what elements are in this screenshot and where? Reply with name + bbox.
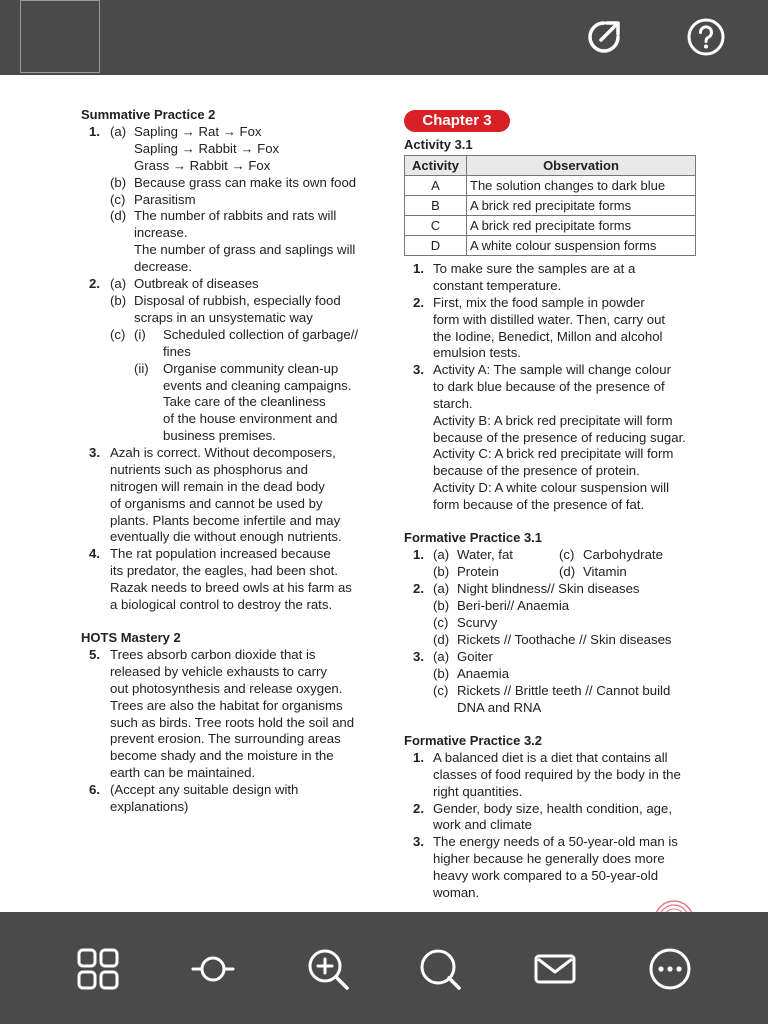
act-q3-line: to dark blue because of the presence of bbox=[433, 379, 665, 394]
q3-line: Azah is correct. Without decomposers, bbox=[110, 445, 336, 460]
fp31-q1c-label: (c) bbox=[559, 547, 575, 562]
q1d-label: (d) bbox=[110, 208, 127, 223]
table-header-row bbox=[405, 156, 696, 176]
document-page bbox=[0, 75, 768, 912]
fp31-q1b-text: Protein bbox=[457, 564, 499, 579]
q2a-label: (a) bbox=[110, 276, 127, 291]
q5-number: 5. bbox=[89, 647, 100, 662]
formative-practice-3-1-title: Formative Practice 3.1 bbox=[404, 530, 543, 545]
food-chain-2: Sapling → Rabbit → Fox bbox=[134, 141, 280, 156]
food-chain-1: Sapling → Rat → Fox bbox=[134, 124, 262, 139]
q2ci-text: Scheduled collection of garbage// bbox=[163, 327, 359, 342]
pan-icon[interactable] bbox=[191, 947, 235, 991]
act-q3-line: Activity B: A brick red precipitate will form bbox=[433, 413, 673, 428]
food-chain-3: Grass → Rabbit → Fox bbox=[134, 158, 271, 173]
q1-number: 1. bbox=[89, 124, 100, 139]
act-q1-line: To make sure the samples are at a bbox=[433, 261, 636, 276]
q2ci-label: (i) bbox=[134, 327, 146, 342]
fp31-q1a-text: Water, fat bbox=[457, 547, 513, 562]
observation-table bbox=[404, 155, 696, 256]
q1d-text: The number of grass and saplings will bbox=[134, 242, 356, 257]
mail-icon[interactable] bbox=[533, 947, 577, 991]
q1c-label: (c) bbox=[110, 192, 126, 207]
table-row bbox=[405, 236, 696, 256]
act-q3-line: form because of the presence of fat. bbox=[433, 497, 645, 512]
formative-practice-3-2-title: Formative Practice 3.2 bbox=[404, 733, 543, 748]
q1d-text: The number of rabbits and rats will bbox=[134, 208, 337, 223]
page-stamp-icon bbox=[654, 898, 694, 912]
table-row bbox=[405, 176, 696, 196]
help-icon[interactable] bbox=[686, 17, 726, 57]
act-q3-line: starch. bbox=[433, 396, 473, 411]
q3-line: nutrients such as phosphorus and bbox=[110, 462, 308, 477]
q1b-text: Because grass can make its own food bbox=[134, 175, 357, 190]
fp32-q2-number: 2. bbox=[413, 801, 424, 816]
chapter-badge: Chapter 3 bbox=[404, 110, 510, 132]
q3-line: of organisms and cannot be used by bbox=[110, 496, 323, 511]
fp32-q3-line: The energy needs of a 50-year-old man is bbox=[433, 834, 678, 849]
fp32-q3-number: 3. bbox=[413, 834, 424, 849]
fp31-q2b-label: (b) bbox=[433, 598, 450, 613]
q3-line: eventually die without enough nutrients. bbox=[110, 529, 342, 544]
fp32-q1-line: right quantities. bbox=[433, 784, 523, 799]
search-icon[interactable] bbox=[418, 947, 462, 991]
table-cell: C bbox=[405, 216, 467, 236]
share-icon[interactable] bbox=[584, 17, 624, 57]
fp31-q2-number: 2. bbox=[413, 581, 424, 596]
table-cell: The solution changes to dark blue bbox=[467, 176, 696, 196]
q3-number: 3. bbox=[89, 445, 100, 460]
fp31-q2b-text: Beri-beri// Anaemia bbox=[457, 598, 570, 613]
act-q3-line: Activity D: A white colour suspension will bbox=[433, 480, 670, 495]
fp31-q3a-label: (a) bbox=[433, 649, 450, 664]
q4-line: The rat population increased because bbox=[110, 546, 331, 561]
act-q3-line: Activity C: A brick red precipitate will form bbox=[433, 446, 674, 461]
table-cell: D bbox=[405, 236, 467, 256]
q2a-text: Outbreak of diseases bbox=[134, 276, 259, 291]
fp31-q3c-text: DNA and RNA bbox=[457, 700, 542, 715]
fp32-q1-line: A balanced diet is a diet that contains all bbox=[433, 750, 668, 765]
fp32-q3-line: higher because he generally does more bbox=[433, 851, 665, 866]
q1c-text: Parasitism bbox=[134, 192, 196, 207]
fp31-q2a-text: Night blindness// Skin diseases bbox=[457, 581, 640, 596]
summative-practice-title: Summative Practice 2 bbox=[81, 107, 216, 122]
table-cell: B bbox=[405, 196, 467, 216]
table-row bbox=[405, 216, 696, 236]
fp31-q3c-label: (c) bbox=[433, 683, 449, 698]
fp31-q1b-label: (b) bbox=[433, 564, 450, 579]
q6-number: 6. bbox=[89, 782, 100, 797]
fp31-q2d-label: (d) bbox=[433, 632, 450, 647]
q5-line: out photosynthesis and release oxygen. bbox=[110, 681, 343, 696]
fp31-q1a-label: (a) bbox=[433, 547, 450, 562]
fp32-q3-line: woman. bbox=[433, 885, 480, 900]
fp31-q2c-label: (c) bbox=[433, 615, 449, 630]
q4-line: its predator, the eagles, had been shot. bbox=[110, 563, 339, 578]
table-row bbox=[405, 196, 696, 216]
act-q1-line: constant temperature. bbox=[433, 278, 562, 293]
fp31-q3c-text: Rickets // Brittle teeth // Cannot build bbox=[457, 683, 671, 698]
table-cell: A brick red precipitate forms bbox=[467, 216, 696, 236]
q2cii-text: Organise community clean-up bbox=[163, 361, 339, 376]
act-q3-line: because of the presence of reducing sugar. bbox=[433, 430, 686, 445]
q4-number: 4. bbox=[89, 546, 100, 561]
q5-line: prevent erosion. The surrounding areas bbox=[110, 731, 341, 746]
hots-mastery-title: HOTS Mastery 2 bbox=[81, 630, 181, 645]
fp31-q1d-text: Vitamin bbox=[583, 564, 627, 579]
table-cell: A white colour suspension forms bbox=[467, 236, 696, 256]
q4-line: Razak needs to breed owls at his farm as bbox=[110, 580, 352, 595]
q5-line: such as birds. Tree roots hold the soil and bbox=[110, 715, 355, 730]
act-q2-number: 2. bbox=[413, 295, 424, 310]
zoom-in-icon[interactable] bbox=[306, 947, 350, 991]
q2b-text: Disposal of rubbish, especially food bbox=[134, 293, 341, 308]
q2cii-text: of the house environment and bbox=[163, 411, 338, 426]
page-thumbnail[interactable] bbox=[20, 0, 100, 73]
act-q3-number: 3. bbox=[413, 362, 424, 377]
fp31-q1-number: 1. bbox=[413, 547, 424, 562]
q6-line: explanations) bbox=[110, 799, 189, 814]
act-q2-line: emulsion tests. bbox=[433, 345, 521, 360]
fp31-q3b-label: (b) bbox=[433, 666, 450, 681]
q1b-label: (b) bbox=[110, 175, 127, 190]
q1a-label: (a) bbox=[110, 124, 127, 139]
act-q2-line: the Iodine, Benedict, Millon and alcohol bbox=[433, 329, 663, 344]
q3-line: plants. Plants become infertile and may bbox=[110, 513, 341, 528]
q2-number: 2. bbox=[89, 276, 100, 291]
table-header: Observation bbox=[467, 156, 696, 176]
fp31-q1c-text: Carbohydrate bbox=[583, 547, 663, 562]
fp31-q1d-label: (d) bbox=[559, 564, 576, 579]
q2ci-text: fines bbox=[163, 344, 191, 359]
fp32-q1-line: classes of food required by the body in the bbox=[433, 767, 681, 782]
top-toolbar bbox=[0, 0, 768, 75]
q5-line: Trees absorb carbon dioxide that is bbox=[110, 647, 316, 662]
table-cell: A brick red precipitate forms bbox=[467, 196, 696, 216]
act-q3-line: Activity A: The sample will change colour bbox=[433, 362, 671, 377]
fp31-q2a-label: (a) bbox=[433, 581, 450, 596]
act-q3-line: because of the presence of protein. bbox=[433, 463, 640, 478]
act-q2-line: form with distilled water. Then, carry out bbox=[433, 312, 666, 327]
q2cii-text: Take care of the cleanliness bbox=[163, 394, 326, 409]
q2b-text: scraps in an unsystematic way bbox=[134, 310, 313, 325]
fp32-q1-number: 1. bbox=[413, 750, 424, 765]
grid-icon[interactable] bbox=[76, 947, 120, 991]
q2c-label: (c) bbox=[110, 327, 126, 342]
q4-line: a biological control to destroy the rats. bbox=[110, 597, 333, 612]
q2cii-text: business premises. bbox=[163, 428, 276, 443]
fp31-q3a-text: Goiter bbox=[457, 649, 493, 664]
fp31-q3b-text: Anaemia bbox=[457, 666, 510, 681]
fp31-q3-number: 3. bbox=[413, 649, 424, 664]
q5-line: released by vehicle exhausts to carry bbox=[110, 664, 327, 679]
fp31-q2d-text: Rickets // Toothache // Skin diseases bbox=[457, 632, 672, 647]
more-icon[interactable] bbox=[648, 947, 692, 991]
fp32-q2-line: Gender, body size, health condition, age, bbox=[433, 801, 673, 816]
fp31-q2c-text: Scurvy bbox=[457, 615, 498, 630]
q5-line: become shady and the moisture in the bbox=[110, 748, 334, 763]
q2cii-label: (ii) bbox=[134, 361, 149, 376]
q5-line: Trees are also the habitat for organisms bbox=[110, 698, 343, 713]
fp32-q3-line: heavy work compared to a 50-year-old bbox=[433, 868, 659, 883]
act-q1-number: 1. bbox=[413, 261, 424, 276]
table-header: Activity bbox=[405, 156, 467, 176]
q2cii-text: events and cleaning campaigns. bbox=[163, 378, 352, 393]
q5-line: earth can be maintained. bbox=[110, 765, 256, 780]
q1d-text: increase. bbox=[134, 225, 188, 240]
q1d-text: decrease. bbox=[134, 259, 192, 274]
table-cell: A bbox=[405, 176, 467, 196]
q3-line: nitrogen will remain in the dead body bbox=[110, 479, 325, 494]
act-q2-line: First, mix the food sample in powder bbox=[433, 295, 645, 310]
fp32-q2-line: work and climate bbox=[433, 817, 532, 832]
activity-title: Activity 3.1 bbox=[404, 137, 473, 152]
q6-line: (Accept any suitable design with bbox=[110, 782, 299, 797]
q2b-label: (b) bbox=[110, 293, 127, 308]
